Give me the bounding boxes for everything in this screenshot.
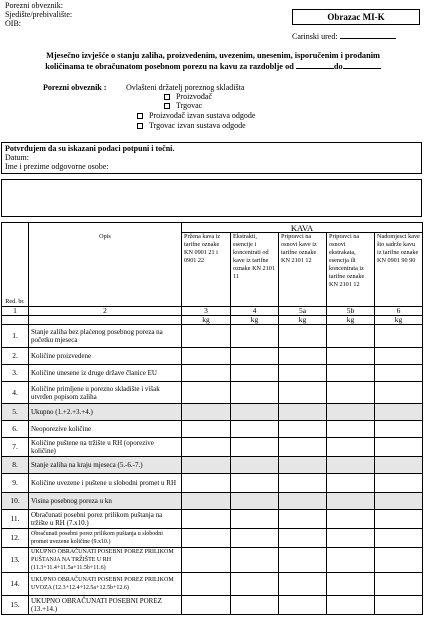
value-cell[interactable]	[182, 493, 231, 510]
row-number: 6.	[2, 421, 29, 438]
row-number: 12.	[2, 529, 29, 548]
col-head-4: Ekstrakti, esencije i koncentrati od kave iz tarifne oznake KN 2101 11	[231, 233, 279, 307]
oib-label: OIB:	[5, 19, 21, 28]
value-cell[interactable]	[375, 493, 423, 510]
row-number: 5.	[2, 404, 29, 421]
option-label: Proizvođač	[176, 92, 212, 101]
coffee-report-table	[1, 222, 423, 615]
form-code-box: Obrazac MI-K	[292, 9, 420, 25]
unit-label: kg	[182, 316, 231, 325]
table-row	[2, 573, 423, 596]
col-number: 6	[375, 307, 423, 316]
col-opis-label: Opis	[99, 233, 111, 240]
row-description: Obračunati posebni porez prilikom puštanja na tržište u RH (7.x10.)	[29, 510, 182, 529]
value-cell[interactable]	[327, 404, 375, 421]
row-description: UKUPNO OBRAČUNATI POSEBNI POREZ PRILIKOM PUŠTANJA NA TRŽIŠTE U RH (11.3+11.4+11.5a+11.5b+11.6)	[29, 548, 182, 573]
title-period-to: do	[333, 62, 343, 71]
value-cell[interactable]	[182, 529, 231, 548]
col-rb-header	[2, 223, 29, 307]
table-row	[2, 548, 423, 573]
col-number: 3	[182, 307, 231, 316]
value-cell[interactable]	[182, 438, 231, 457]
value-cell[interactable]	[231, 529, 279, 548]
confirmation-box	[1, 142, 422, 174]
value-cell[interactable]	[182, 365, 231, 382]
obveznik-label: Porezni obveznik :	[43, 83, 107, 92]
value-cell[interactable]	[279, 474, 327, 493]
col-number: 4	[231, 307, 279, 316]
period-to-field[interactable]	[343, 61, 381, 69]
row-description: Ukupno (1.+2.+3.+4.)	[29, 404, 182, 421]
value-cell[interactable]	[231, 457, 279, 474]
value-cell[interactable]	[279, 548, 327, 573]
value-cell[interactable]	[279, 493, 327, 510]
table-row	[2, 596, 423, 615]
table-row	[2, 493, 423, 510]
value-cell[interactable]	[375, 573, 423, 596]
value-cell[interactable]	[182, 404, 231, 421]
obveznik-option-warehouse: Ovlašteni držatelj poreznog skladišta	[126, 83, 245, 92]
table-row	[2, 510, 423, 529]
checkbox-icon[interactable]	[137, 113, 143, 119]
value-cell[interactable]	[279, 438, 327, 457]
responsible-person-field[interactable]: Ime i prezime odgovorne osobe:	[5, 162, 109, 171]
value-cell[interactable]	[279, 510, 327, 529]
value-cell[interactable]	[182, 348, 231, 365]
value-cell[interactable]	[327, 382, 375, 404]
col-number: 5b	[327, 307, 375, 316]
value-cell[interactable]	[375, 529, 423, 548]
table-row	[2, 382, 423, 404]
col-rb-label: Red. br.	[5, 298, 25, 305]
unit-label: kg	[375, 316, 423, 325]
unit-cell-empty	[2, 316, 29, 325]
table-row	[2, 404, 423, 421]
value-cell[interactable]	[327, 529, 375, 548]
table-row	[2, 365, 423, 382]
date-field[interactable]: Datum:	[5, 153, 29, 162]
value-cell[interactable]	[182, 573, 231, 596]
option-label: Proizvođač izvan sustava odgode	[149, 111, 256, 120]
row-description: Neoporezive količine	[29, 421, 182, 438]
value-cell[interactable]	[375, 365, 423, 382]
value-cell[interactable]	[231, 596, 279, 615]
value-cell[interactable]	[279, 365, 327, 382]
value-cell[interactable]	[279, 404, 327, 421]
value-cell[interactable]	[231, 493, 279, 510]
value-cell[interactable]	[327, 348, 375, 365]
value-cell[interactable]	[279, 573, 327, 596]
value-cell[interactable]	[231, 573, 279, 596]
value-cell[interactable]	[182, 421, 231, 438]
row-number: 14.	[2, 573, 29, 596]
title-line-2	[4, 61, 422, 72]
row-description: Količine uvezene i puštene u slobodni promet u RH	[29, 474, 182, 493]
table-row	[2, 438, 423, 457]
value-cell[interactable]	[327, 596, 375, 615]
residence-label: Sjedište/prebivalište:	[5, 10, 73, 19]
checkbox-icon[interactable]	[137, 123, 143, 129]
value-cell[interactable]	[375, 348, 423, 365]
value-cell[interactable]	[279, 421, 327, 438]
col-number: 5a	[279, 307, 327, 316]
checkbox-icon[interactable]	[164, 103, 170, 109]
value-cell[interactable]	[279, 529, 327, 548]
value-cell[interactable]	[375, 548, 423, 573]
unit-label: kg	[279, 316, 327, 325]
row-description: Visina posebnog poreza u kn	[29, 493, 182, 510]
taxpayer-header	[5, 1, 72, 28]
col-head-6: Nadomjesci kave što sadrže kavu iz tarifne oznake KN 0901 90 90	[375, 233, 423, 307]
title-period-prefix: količinama te obračunatom posebnom porezu na kavu za razdoblje od	[45, 62, 294, 71]
value-cell[interactable]	[182, 596, 231, 615]
value-cell[interactable]	[279, 596, 327, 615]
row-description: Količine unesene iz druge države članice EU	[29, 365, 182, 382]
value-cell[interactable]	[231, 382, 279, 404]
unit-label: kg	[231, 316, 279, 325]
value-cell[interactable]	[231, 348, 279, 365]
value-cell[interactable]	[231, 325, 279, 348]
col-number: 2	[29, 307, 182, 316]
value-cell[interactable]	[279, 382, 327, 404]
value-cell[interactable]	[327, 457, 375, 474]
table-row	[2, 474, 423, 493]
obveznik-option-producer-outside[interactable]	[137, 111, 255, 120]
value-cell[interactable]	[327, 421, 375, 438]
row-description: Količine puštene na tržište u RH (oporezive količine)	[29, 438, 182, 457]
value-cell[interactable]	[231, 510, 279, 529]
obveznik-option-trader-outside[interactable]	[137, 121, 246, 130]
value-cell[interactable]	[182, 510, 231, 529]
row-number: 9.	[2, 474, 29, 493]
confirmation-heading: Potvrđujem da su iskazani podaci potpuni i točni.	[5, 144, 175, 153]
value-cell[interactable]	[375, 438, 423, 457]
col-number: 1	[2, 307, 29, 316]
row-number: 11.	[2, 510, 29, 529]
value-cell[interactable]	[279, 325, 327, 348]
value-cell[interactable]	[327, 365, 375, 382]
report-title	[4, 51, 422, 72]
value-cell[interactable]	[327, 573, 375, 596]
value-cell[interactable]	[231, 404, 279, 421]
value-cell[interactable]	[327, 548, 375, 573]
row-number: 2.	[2, 348, 29, 365]
value-cell[interactable]	[327, 325, 375, 348]
row-number: 15.	[2, 596, 29, 615]
option-label: Trgovac	[176, 101, 203, 110]
value-cell[interactable]	[279, 348, 327, 365]
col-head-5b: Pripravci na osnovi ekstrakata, esencija ili koncentrata iz tarifne oznake KN 2101 12	[327, 233, 375, 307]
value-cell[interactable]	[375, 421, 423, 438]
option-label: Trgovac izvan sustava odgode	[149, 121, 246, 130]
value-cell[interactable]	[182, 457, 231, 474]
value-cell[interactable]	[182, 325, 231, 348]
customs-office	[292, 31, 396, 41]
row-number: 8.	[2, 457, 29, 474]
col-head-5a: Pripravci na osnovi kave iz tarifne oznake KN 2101 12	[279, 233, 327, 307]
value-cell[interactable]	[231, 421, 279, 438]
value-cell[interactable]	[375, 510, 423, 529]
row-number: 3.	[2, 365, 29, 382]
taxpayer-label: Porezni obveznik:	[5, 1, 63, 10]
row-description: Količine primljene u porezno skladište i višak utvrđen popisom zaliha	[29, 382, 182, 404]
table-row	[2, 325, 423, 348]
value-cell[interactable]	[182, 474, 231, 493]
row-number: 4.	[2, 382, 29, 404]
table-row	[2, 421, 423, 438]
table-row	[2, 529, 423, 548]
row-number: 10.	[2, 493, 29, 510]
stamp-box	[1, 179, 422, 217]
value-cell[interactable]	[375, 382, 423, 404]
table-row	[2, 348, 423, 365]
value-cell[interactable]	[327, 493, 375, 510]
table-row	[2, 457, 423, 474]
row-description: UKUPNO OBRAČUNATI POSEBNI POREZ PRILIKOM UVOZA (12.3+12.4+12.5a+12.5b+12.6)	[29, 573, 182, 596]
value-cell[interactable]	[231, 365, 279, 382]
row-number: 1.	[2, 325, 29, 348]
title-line-1: Mjesečno izvješće o stanju zaliha, proizvedenim, uvezenim, unesenim, isporučenim i prodanim	[46, 51, 380, 60]
col-opis-header	[29, 223, 182, 307]
value-cell[interactable]	[327, 474, 375, 493]
value-cell[interactable]	[375, 404, 423, 421]
row-number: 13.	[2, 548, 29, 573]
value-cell[interactable]	[327, 438, 375, 457]
value-cell[interactable]	[375, 325, 423, 348]
row-description: Količine proizvedene	[29, 348, 182, 365]
value-cell[interactable]	[231, 474, 279, 493]
unit-label: kg	[327, 316, 375, 325]
checkbox-icon[interactable]	[164, 94, 170, 100]
value-cell[interactable]	[231, 438, 279, 457]
unit-cell-empty	[29, 316, 182, 325]
period-from-field[interactable]	[296, 61, 334, 69]
kava-group-header: KAVA	[182, 223, 423, 233]
row-description: Obračunati posebni porez prilikom puštanja u slobodni promet uvezene količine (9.x10.)	[29, 529, 182, 548]
customs-office-label: Carinski ured:	[292, 32, 338, 41]
obveznik-option-producer[interactable]	[164, 92, 212, 101]
value-cell[interactable]	[375, 474, 423, 493]
value-cell[interactable]	[231, 548, 279, 573]
value-cell[interactable]	[375, 457, 423, 474]
col-head-3: Pržena kava iz tarifne oznake KN 0901 21 i 0901 22	[182, 233, 231, 307]
table-body	[2, 325, 423, 615]
value-cell[interactable]	[182, 382, 231, 404]
value-cell[interactable]	[327, 510, 375, 529]
value-cell[interactable]	[279, 457, 327, 474]
value-cell[interactable]	[182, 548, 231, 573]
row-description: Stanje zaliha bez plaćenog posebnog poreza na početku mjeseca	[29, 325, 182, 348]
value-cell[interactable]	[375, 596, 423, 615]
row-description: UKUPNO OBRAČUNATI POSEBNI POREZ (13.+14.)	[29, 596, 182, 615]
row-description: Stanje zaliha na kraju mjeseca (5.-6.-7.)	[29, 457, 182, 474]
customs-office-field[interactable]	[340, 31, 396, 39]
obveznik-option-trader[interactable]	[164, 101, 202, 110]
row-number: 7.	[2, 438, 29, 457]
